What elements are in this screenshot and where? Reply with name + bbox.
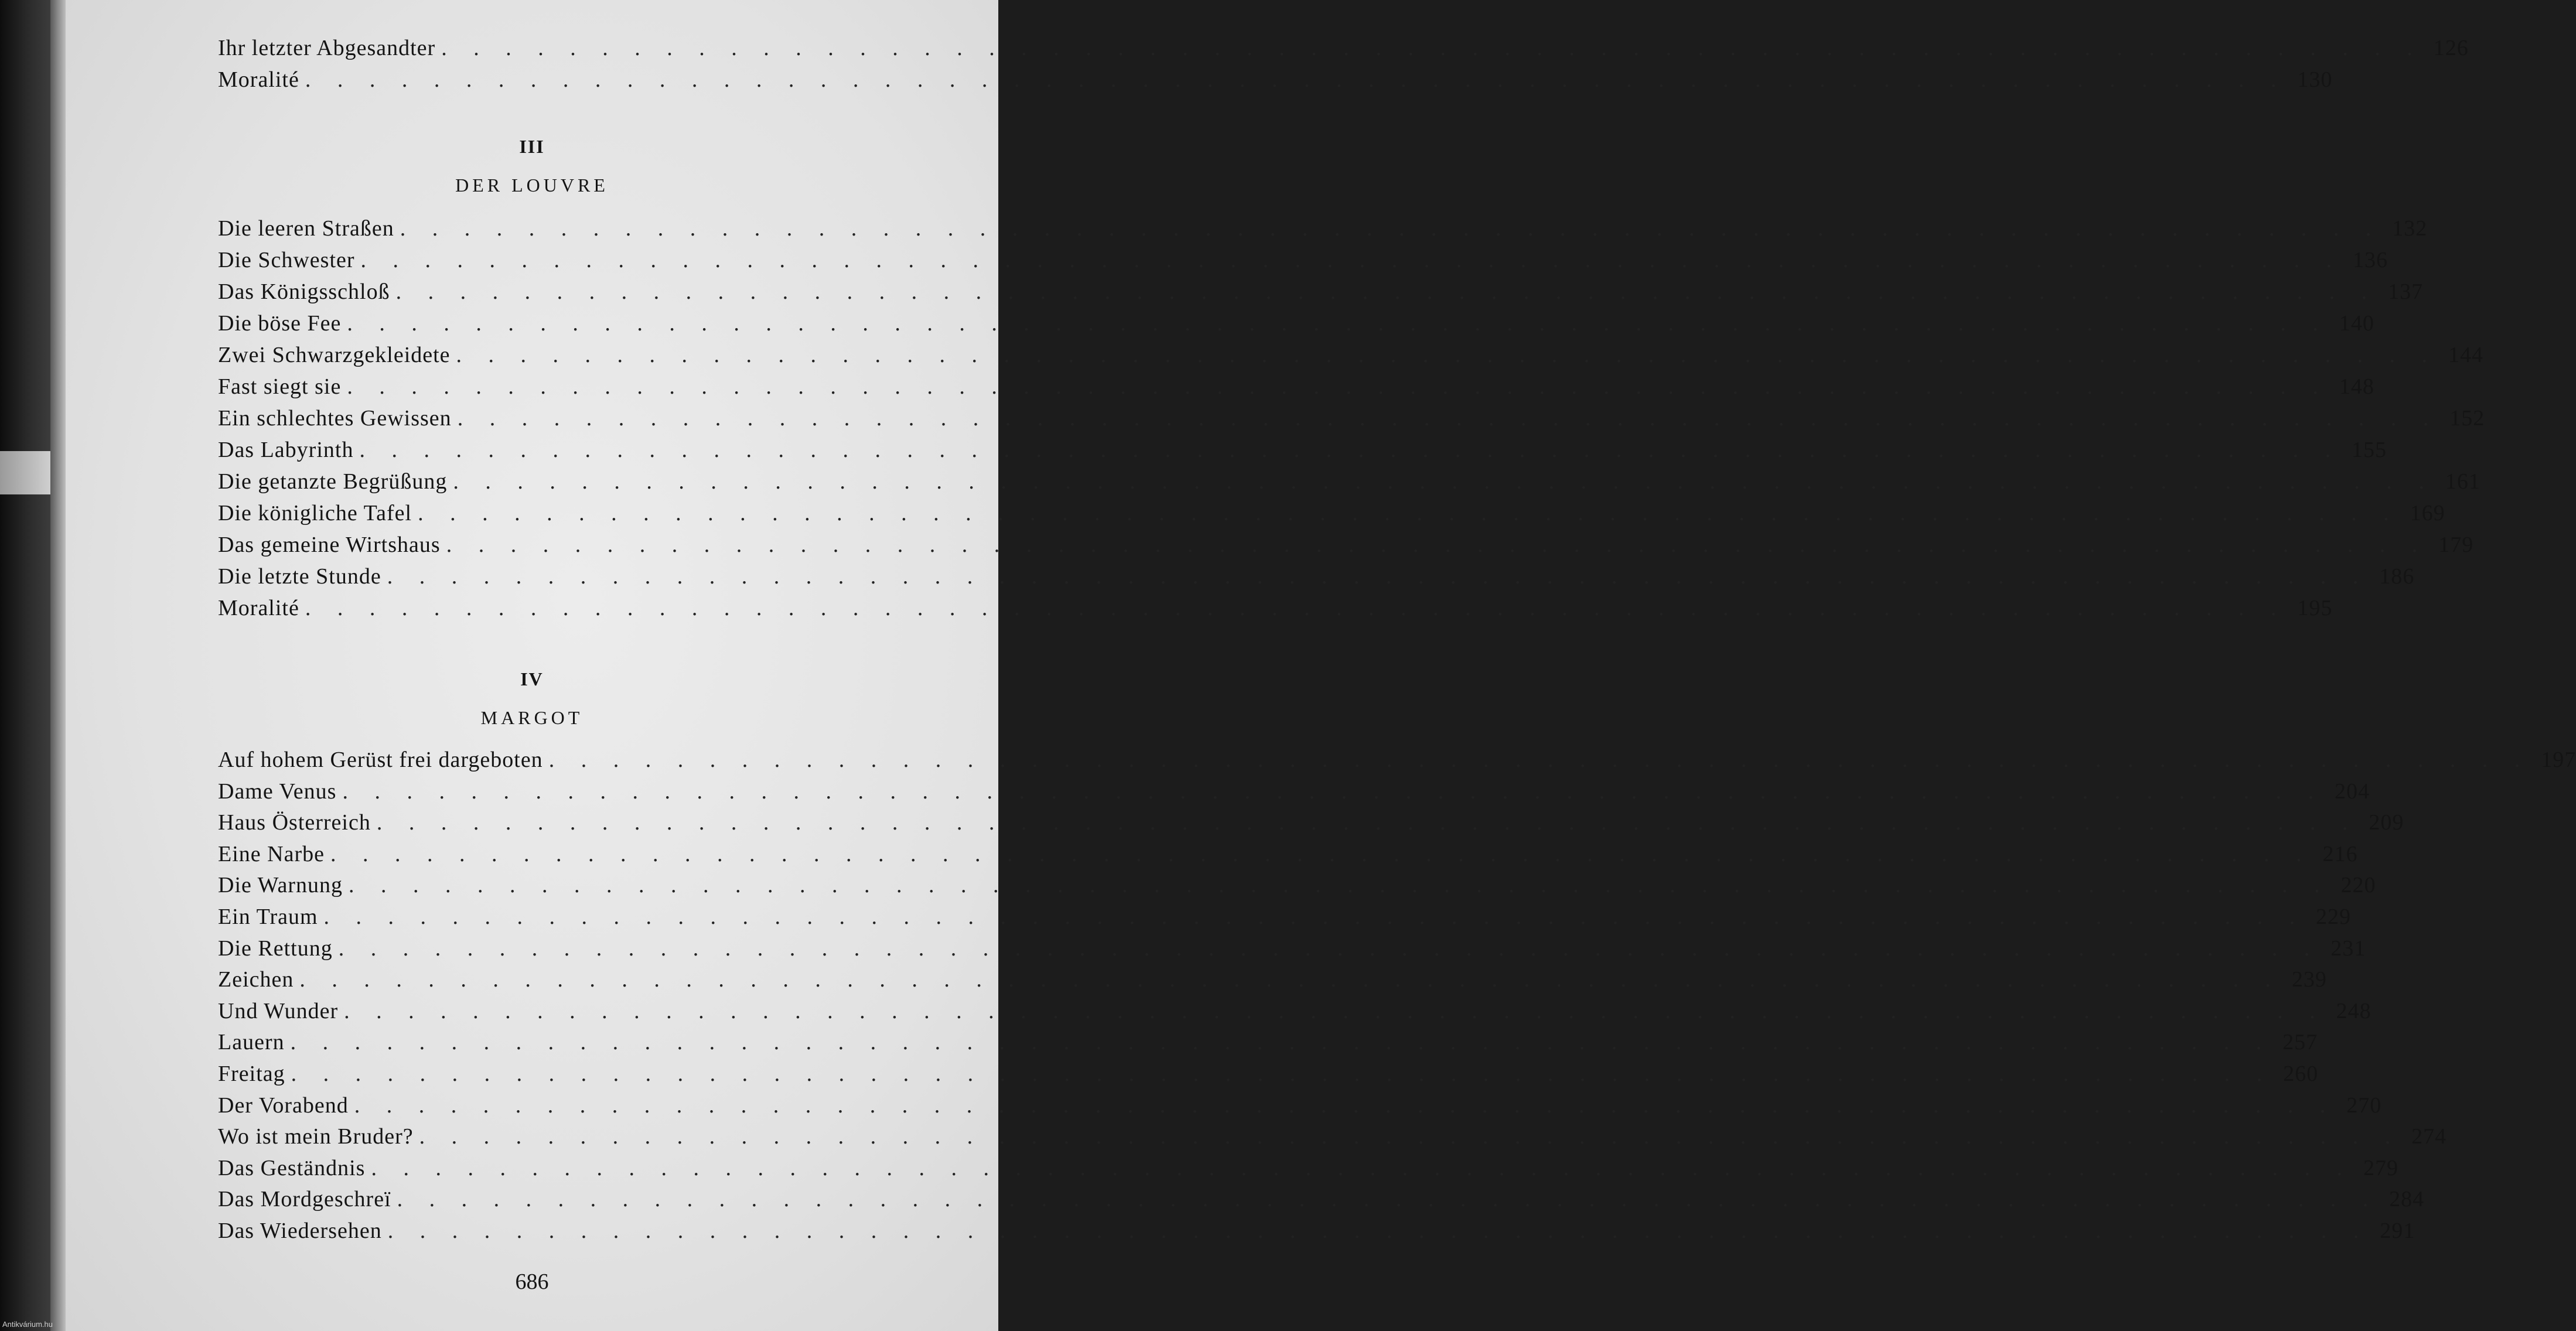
toc-entry-title: Ein Traum <box>218 905 318 929</box>
toc-entry-title: Auf hohem Gerüst frei dargeboten <box>218 748 543 772</box>
toc-dot-leader: . . . . . . . . . . . . . . . . . . . . . . . . . . . . . . . . . . . . . . . . . . . . . . . . . . . . . . . . . . . . . . <box>376 810 2359 835</box>
toc-dot-leader: . . . . . . . . . . . . . . . . . . . . . . . . . . . . . . . . . . . . . . . . . . . . . . . . . . . . . . . . . . . . . . <box>323 905 2306 929</box>
toc-entry-page: 169 <box>2410 501 2445 525</box>
toc-entry-page: 274 <box>2411 1124 2447 1149</box>
toc-entry <box>218 841 2358 871</box>
toc-entry-page: 140 <box>2339 311 2374 336</box>
toc-entry-title: Eine Narbe <box>218 841 325 866</box>
toc-entry-page: 291 <box>2380 1219 2415 1243</box>
part-number: III <box>519 136 545 157</box>
toc-dot-leader: . . . . . . . . . . . . . . . . . . . . . . . . . . . . . . . . . . . . . . . . . . . . . . . . . . . . . . . . . . . . . . <box>548 748 2531 772</box>
toc-entry-page: 197 <box>2541 748 2576 772</box>
toc-entry-title: Das Labyrinth <box>218 438 354 462</box>
toc-entry-page: 220 <box>2340 873 2376 898</box>
spine-highlight <box>0 451 50 494</box>
toc-entry-page: 144 <box>2448 343 2484 367</box>
toc-entry-title: Freitag <box>218 1062 285 1086</box>
toc-entry <box>218 247 2389 277</box>
toc-dot-leader: . . . . . . . . . . . . . . . . . . . . . . . . . . . . . . . . . . . . . . . . . . . . . . . . . . . . . . . . . . . . . . <box>347 311 2329 336</box>
toc-entry-page: 195 <box>2297 596 2333 620</box>
toc-dot-leader: . . . . . . . . . . . . . . . . . . . . . . . . . . . . . . . . . . . . . . . . . . . . . . . . . . . . . . . . . . . . . . <box>338 936 2321 961</box>
toc-entry-title: Die königliche Tafel <box>218 501 412 525</box>
toc-entry <box>218 1186 2425 1216</box>
toc-entry <box>218 405 2485 435</box>
toc-dot-leader: . . . . . . . . . . . . . . . . . . . . . . . . . . . . . . . . . . . . . . . . . . . . . . . . . . . . . . . . . . . . . . <box>359 438 2341 462</box>
toc-entry-title: Zwei Schwarzgekleidete <box>218 343 451 367</box>
toc-entry-title: Wo ist mein Bruder? <box>218 1124 414 1149</box>
toc-dot-leader: . . . . . . . . . . . . . . . . . . . . . . . . . . . . . . . . . . . . . . . . . . . . . . . . . . . . . . . . . . . . . . <box>457 406 2439 431</box>
toc-entry-title: Der Vorabend <box>218 1093 349 1118</box>
toc-entry <box>218 747 2576 776</box>
toc-dot-leader: . . . . . . . . . . . . . . . . . . . . . . . . . . . . . . . . . . . . . . . . . . . . . . . . . . . . . . . . . . . . . . <box>456 343 2438 367</box>
toc-entry-page: 248 <box>2336 998 2372 1023</box>
toc-dot-leader: . . . . . . . . . . . . . . . . . . . . . . . . . . . . . . . . . . . . . . . . . . . . . . . . . . . . . . . . . . . . . . <box>418 501 2400 525</box>
toc-entry-page: 260 <box>2283 1062 2319 1086</box>
toc-entry-page: 279 <box>2363 1155 2398 1180</box>
toc-entry <box>218 872 2376 902</box>
toc-entry <box>218 35 2469 64</box>
toc-entry-page: 155 <box>2351 438 2387 462</box>
toc-dot-leader: . . . . . . . . . . . . . . . . . . . . . . . . . . . . . . . . . . . . . . . . . . . . . . . . . . . . . . . . . . . . . . <box>354 1093 2336 1118</box>
toc-entry <box>218 469 2481 498</box>
toc-dot-leader: . . . . . . . . . . . . . . . . . . . . . . . . . . . . . . . . . . . . . . . . . . . . . . . . . . . . . . . . . . . . . . <box>387 564 2369 589</box>
toc-dot-leader: . . . . . . . . . . . . . . . . . . . . . . . . . . . . . . . . . . . . . . . . . . . . . . . . . . . . . . . . . . . . . . <box>290 1030 2273 1055</box>
toc-dot-leader: . . . . . . . . . . . . . . . . . . . . . . . . . . . . . . . . . . . . . . . . . . . . . . . . . . . . . . . . . . . . . . <box>441 36 2423 60</box>
toc-entry-page: 132 <box>2392 216 2428 241</box>
page-number: 686 <box>515 1269 549 1294</box>
toc-dot-leader: . . . . . . . . . . . . . . . . . . . . . . . . . . . . . . . . . . . . . . . . . . . . . . . . . . . . . . . . . . . . . . <box>397 1187 2379 1212</box>
toc-entry-title: Die Schwester <box>218 248 355 272</box>
toc-entry-title: Die letzte Stunde <box>218 564 381 589</box>
toc-entry <box>218 374 2374 403</box>
toc-entry-title: Die Warnung <box>218 873 343 898</box>
toc-entry-page: 204 <box>2334 779 2370 804</box>
toc-entry <box>218 1218 2415 1247</box>
toc-entry <box>218 998 2372 1028</box>
part-title: DER LOUVRE <box>455 175 609 196</box>
toc-entry-title: Und Wunder <box>218 998 339 1023</box>
toc-entry-title: Das Königsschloß <box>218 279 390 304</box>
toc-dot-leader: . . . . . . . . . . . . . . . . . . . . . . . . . . . . . . . . . . . . . . . . . . . . . . . . . . . . . . . . . . . . . . <box>371 1155 2353 1180</box>
toc-entry-title: Dame Venus <box>218 779 337 804</box>
toc-entry-page: 270 <box>2346 1093 2382 1118</box>
toc-entry-page: 130 <box>2297 67 2333 92</box>
toc-entry <box>218 67 2333 96</box>
toc-dot-leader: . . . . . . . . . . . . . . . . . . . . . . . . . . . . . . . . . . . . . . . . . . . . . . . . . . . . . . . . . . . . . . <box>395 279 2378 304</box>
toc-dot-leader: . . . . . . . . . . . . . . . . . . . . . . . . . . . . . . . . . . . . . . . . . . . . . . . . . . . . . . . . . . . . . . <box>446 533 2428 557</box>
toc-entry-page: 179 <box>2438 533 2474 557</box>
toc-entry <box>218 595 2333 624</box>
toc-entry-title: Moralité <box>218 596 299 620</box>
toc-entry-title: Haus Österreich <box>218 810 371 835</box>
toc-entry <box>218 1155 2398 1185</box>
toc-dot-leader: . . . . . . . . . . . . . . . . . . . . . . . . . . . . . . . . . . . . . . . . . . . . . . . . . . . . . . . . . . . . . . <box>419 1124 2401 1149</box>
toc-entry-page: 216 <box>2322 841 2358 866</box>
book-spine-shadow <box>0 0 50 1331</box>
toc-dot-leader: . . . . . . . . . . . . . . . . . . . . . . . . . . . . . . . . . . . . . . . . . . . . . . . . . . . . . . . . . . . . . . <box>347 374 2329 399</box>
toc-entry-title: Moralité <box>218 67 299 92</box>
toc-dot-leader: . . . . . . . . . . . . . . . . . . . . . . . . . . . . . . . . . . . . . . . . . . . . . . . . . . . . . . . . . . . . . . <box>305 596 2287 620</box>
toc-entry-page: 148 <box>2339 374 2374 399</box>
toc-entry <box>218 904 2352 933</box>
toc-entry-page: 239 <box>2291 967 2327 992</box>
toc-entry <box>218 342 2484 371</box>
toc-entry-page: 229 <box>2316 905 2352 929</box>
toc-dot-leader: . . . . . . . . . . . . . . . . . . . . . . . . . . . . . . . . . . . . . . . . . . . . . . . . . . . . . . . . . . . . . . <box>342 779 2324 804</box>
toc-entry <box>218 1061 2319 1090</box>
toc-entry-page: 284 <box>2389 1187 2425 1212</box>
toc-dot-leader: . . . . . . . . . . . . . . . . . . . . . . . . . . . . . . . . . . . . . . . . . . . . . . . . . . . . . . . . . . . . . . <box>387 1219 2370 1243</box>
toc-entry <box>218 1029 2318 1059</box>
toc-entry-page: 136 <box>2353 248 2389 272</box>
toc-dot-leader: . . . . . . . . . . . . . . . . . . . . . . . . . . . . . . . . . . . . . . . . . . . . . . . . . . . . . . . . . . . . . . <box>330 841 2312 866</box>
toc-entry-title: Die böse Fee <box>218 311 342 336</box>
toc-entry-title: Die leeren Straßen <box>218 216 394 241</box>
toc-dot-leader: . . . . . . . . . . . . . . . . . . . . . . . . . . . . . . . . . . . . . . . . . . . . . . . . . . . . . . . . . . . . . . <box>400 216 2382 241</box>
toc-entry-page: 126 <box>2433 36 2469 60</box>
toc-entry <box>218 967 2327 996</box>
toc-entry <box>218 437 2387 466</box>
toc-dot-leader: . . . . . . . . . . . . . . . . . . . . . . . . . . . . . . . . . . . . . . . . . . . . . . . . . . . . . . . . . . . . . . <box>291 1062 2273 1086</box>
toc-entry-title: Das gemeine Wirtshaus <box>218 533 441 557</box>
watermark: Antikvárium.hu <box>2 1320 53 1329</box>
page-edge <box>50 0 66 1331</box>
toc-entry-page: 186 <box>2379 564 2415 589</box>
toc-entry-page: 161 <box>2445 469 2481 494</box>
toc-entry <box>218 810 2404 839</box>
toc-entry-title: Fast siegt sie <box>218 374 342 399</box>
toc-entry-page: 231 <box>2331 936 2366 961</box>
toc-entry-page: 209 <box>2369 810 2404 835</box>
toc-entry <box>218 1093 2382 1122</box>
toc-entry <box>218 500 2445 530</box>
toc-entry <box>218 216 2428 245</box>
toc-entry-title: Lauern <box>218 1030 285 1055</box>
part-title: MARGOT <box>480 707 584 728</box>
toc-dot-leader: . . . . . . . . . . . . . . . . . . . . . . . . . . . . . . . . . . . . . . . . . . . . . . . . . . . . . . . . . . . . . . <box>344 998 2326 1023</box>
toc-dot-leader: . . . . . . . . . . . . . . . . . . . . . . . . . . . . . . . . . . . . . . . . . . . . . . . . . . . . . . . . . . . . . . <box>299 967 2281 992</box>
toc-entry-page: 137 <box>2388 279 2424 304</box>
toc-dot-leader: . . . . . . . . . . . . . . . . . . . . . . . . . . . . . . . . . . . . . . . . . . . . . . . . . . . . . . . . . . . . . . <box>305 67 2287 92</box>
toc-entry <box>218 532 2474 561</box>
toc-entry <box>218 936 2366 965</box>
toc-entry-title: Das Wiedersehen <box>218 1219 382 1243</box>
toc-dot-leader: . . . . . . . . . . . . . . . . . . . . . . . . . . . . . . . . . . . . . . . . . . . . . . . . . . . . . . . . . . . . . . <box>360 248 2343 272</box>
toc-entry-title: Das Mordgeschreï <box>218 1187 391 1212</box>
toc-entry-title: Die Rettung <box>218 936 333 961</box>
toc-entry-page: 152 <box>2449 406 2485 431</box>
book-page <box>66 0 2576 1331</box>
toc-entry-title: Zeichen <box>218 967 294 992</box>
toc-entry <box>218 564 2415 593</box>
part-number: IV <box>520 668 544 690</box>
toc-entry-title: Die getanzte Begrüßung <box>218 469 448 494</box>
toc-entry <box>218 279 2424 308</box>
toc-entry-title: Das Geständnis <box>218 1155 366 1180</box>
toc-entry <box>218 310 2374 340</box>
toc-dot-leader: . . . . . . . . . . . . . . . . . . . . . . . . . . . . . . . . . . . . . . . . . . . . . . . . . . . . . . . . . . . . . . <box>349 873 2331 898</box>
toc-entry-page: 257 <box>2282 1030 2318 1055</box>
toc-entry <box>218 1124 2447 1153</box>
toc-entry-title: Ihr letzter Abgesandter <box>218 36 436 60</box>
toc-entry-title: Ein schlechtes Gewissen <box>218 406 452 431</box>
toc-entry <box>218 779 2370 808</box>
toc-dot-leader: . . . . . . . . . . . . . . . . . . . . . . . . . . . . . . . . . . . . . . . . . . . . . . . . . . . . . . . . . . . . . . <box>453 469 2435 494</box>
